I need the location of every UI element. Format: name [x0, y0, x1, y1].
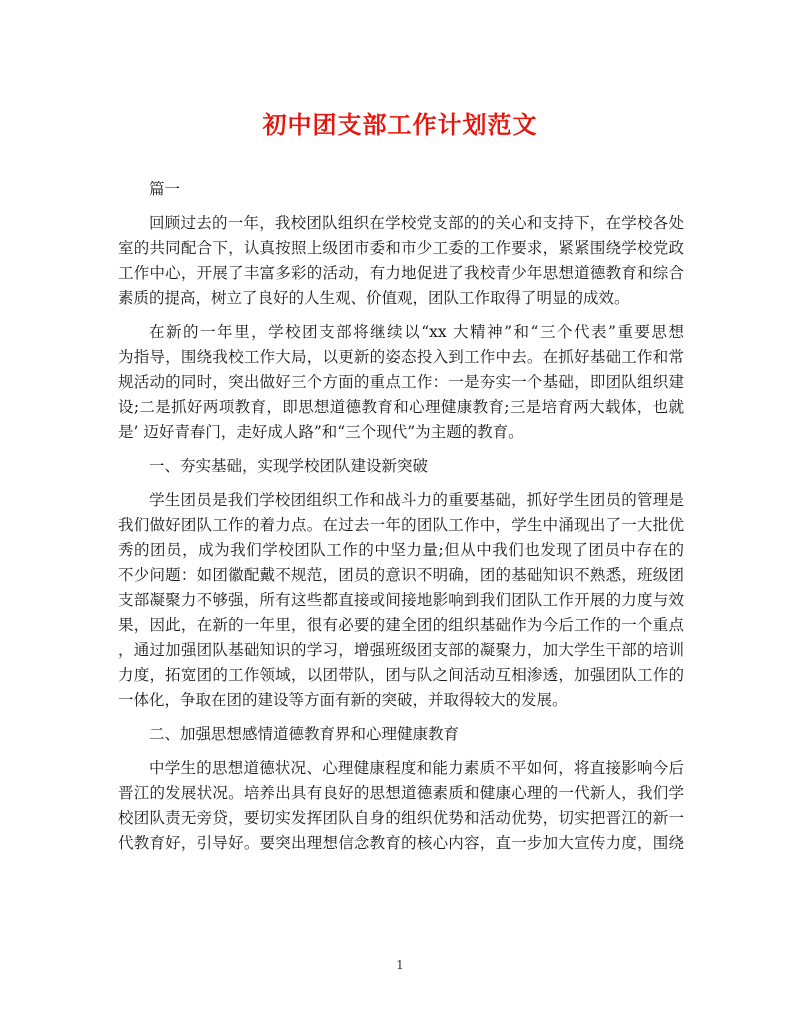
paragraph-line: 不少问题：如团徽配戴不规范，团员的意识不明确，团的基础知识不熟悉，班级团	[118, 566, 684, 584]
paragraph-line: 室的共同配合下，认真按照上级团市委和市少工委的工作要求，紧紧围绕学校党政	[118, 239, 684, 257]
paragraph-line: 设;二是抓好两项教育，即思想道德教育和心理健康教育;三是培育两大载体，也就	[118, 398, 684, 416]
paragraph-line: 学生团员是我们学校团组织工作和战斗力的重要基础，抓好学生团员的管理是	[149, 491, 684, 509]
paragraph-line: 是’ 迈好青春门，走好成人路”和“三个现代”为主题的教育。	[118, 423, 524, 441]
paragraph-line: 校团队责无旁贷，要切实发挥团队自身的组织优势和活动优势，切实把晋江的新一	[118, 809, 684, 827]
section-heading-text: 一、夯实基础，实现学校团队建设新突破	[149, 457, 429, 475]
page-number: 1	[396, 958, 404, 972]
paragraph-line: 代教育好，引导好。要突出理想信念教育的核心内容，直一步加大宣传力度，围绕	[118, 834, 684, 852]
paragraph-3	[118, 488, 684, 713]
paragraph-1	[118, 211, 684, 311]
paragraph-line: 我们做好团队工作的着力点。在过去一年的团队工作中，学生中涌现出了一大批优	[118, 516, 684, 534]
paragraph-line: 支部凝聚力不够强，所有这些都直接或间接地影响到我们团队工作开展的力度与效	[118, 591, 684, 609]
paragraph-line: 中学生的思想道德状况、心理健康程度和能力素质不平如何，将直接影响今后	[149, 759, 684, 777]
paragraph-line: 在新的一年里，学校团支部将继续以“xx 大精神”和“三个代表”重要思想	[149, 323, 684, 341]
paragraph-line: 为指导，围绕我校工作大局，以更新的姿态投入到工作中去。在抓好基础工作和常	[118, 348, 684, 366]
section-heading-text: 二、加强思想感情道德教育界和心理健康教育	[149, 725, 460, 743]
paragraph-line: 果，因此，在新的一年里，很有必要的建全团的组织基础作为今后工作的一个重点	[118, 616, 684, 634]
document-title: 初中团支部工作计划范文	[262, 110, 538, 139]
paragraph-line: 素质的提高，树立了良好的人生观、价值观，团队工作取得了明显的成效。	[118, 289, 630, 307]
paragraph-line: 规活动的同时，突出做好三个方面的重点工作：一是夯实一个基础，即团队组织建	[118, 373, 684, 391]
paragraph-line: 回顾过去的一年，我校团队组织在学校党支部的的关心和支持下，在学校各处	[149, 214, 684, 232]
paragraph-2	[118, 320, 684, 445]
paragraph-line: 秀的团员，成为我们学校团队工作的中坚力量;但从中我们也发现了团员中存在的	[118, 541, 684, 559]
section-heading-2	[118, 722, 684, 747]
paragraph-line: 力度，拓宽团的工作领域，以团带队，团与队之间活动互相渗透，加强团队工作的	[118, 666, 684, 684]
paragraph-line: 晋江的发展状况。培养出具有良好的思想道德素质和健康心理的一代新人，我们学	[118, 784, 684, 802]
paragraph-line: 工作中心，开展了丰富多彩的活动，有力地促进了我校青少年思想道德教育和综合	[118, 264, 684, 282]
paragraph-line: 一体化，争取在团的建设等方面有新的突破，并取得较大的发展。	[118, 691, 568, 709]
section-heading-1	[118, 454, 684, 479]
document-body	[118, 177, 684, 865]
paragraph-line: ，通过加强团队基础知识的学习，增强班级团支部的凝聚力，加大学生干部的培训	[118, 641, 684, 659]
section-label: 篇一	[149, 180, 181, 198]
paragraph-4	[118, 756, 684, 856]
